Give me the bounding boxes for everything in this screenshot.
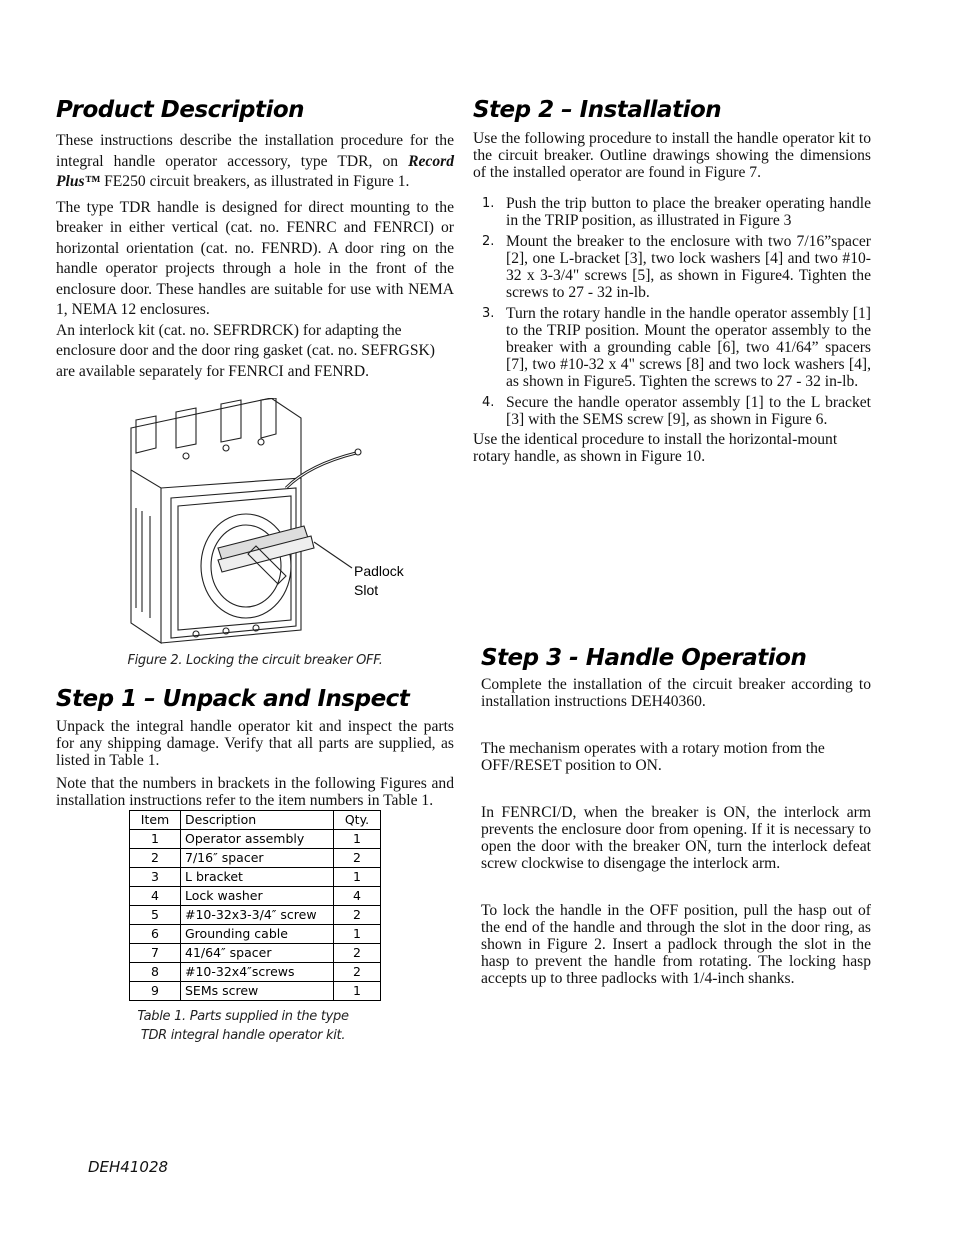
step-2-intro: Use the following procedure to install the handle operator kit to the circuit breaker. Outline drawings showing the dimensions of the installed operator are found in Figure 7.: [473, 130, 871, 181]
header-item: Item: [130, 811, 181, 830]
header-description: Description: [181, 811, 334, 830]
breaker-illustration: [56, 398, 454, 658]
step-3-section: [481, 643, 871, 987]
table-row: 4 Lock washer 4: [130, 887, 381, 906]
product-description-p2: The type TDR handle is designed for direct mounting to the breaker in either vertical (cat. no. FENRC and FENRCI) or horizontal orientation (cat. no. FENRD). A door ring on the handle operator projects through a hole in the front of the enclosure door. These handles are suitable for use with NEMA 1, NEMA 12 enclosures.: [56, 198, 454, 318]
list-item: 4. Secure the handle operator assembly [1] to the L bracket [3] with the SEMS screw [9], as shown in Figure 6.: [482, 394, 871, 428]
step-2-heading: Step 2 – Installation: [473, 97, 722, 123]
padlock-slot-callout: Padlock Slot: [354, 563, 404, 598]
table-row: 7 41/64″ spacer 2: [130, 944, 381, 963]
document-code: DEH41028: [88, 1158, 169, 1176]
table-row: 6 Grounding cable 1: [130, 925, 381, 944]
table-row: 9 SEMs screw 1: [130, 982, 381, 1001]
figure-2: [56, 398, 454, 658]
figure-2-caption: Figure 2. Locking the circuit breaker OFF.: [127, 653, 383, 668]
table-row: 1 Operator assembly 1: [130, 830, 381, 849]
parts-table-wrap: [129, 810, 454, 1001]
table-row: 2 7/16″ spacer 2: [130, 849, 381, 868]
product-description-p1: These instructions describe the installation procedure for the integral handle operator accessory, type TDR, on Record Plus™ FE250 circuit breakers, as illustrated in Figure 1.: [56, 132, 454, 190]
table-header-row: [130, 811, 381, 830]
step-3-p4: To lock the handle in the OFF position, pull the hasp out of the end of the handle and through the slot in the door ring, as shown in Figure 2. Insert a padlock through the slot in the hasp to prevent the handle from rotating. The locking hasp accepts up to three padlocks with 1/4-inch shanks.: [481, 902, 871, 987]
parts-table: [129, 810, 381, 1001]
left-column: [56, 95, 454, 1045]
header-qty: Qty.: [334, 811, 381, 830]
table-row: 8 #10-32x4″screws 2: [130, 963, 381, 982]
product-description-heading: Product Description: [56, 97, 305, 123]
list-item: 2. Mount the breaker to the enclosure with two 7/16”spacer [2], one L-bracket [3], two lock washers [4] and two #10-32 x 3-3/4" screws [5], as shown in Figure4. Tighten the screws to 27 - 32 in-lb.: [482, 233, 871, 301]
record-plus-brand: Record Plus™: [56, 152, 454, 190]
list-item: 1. Push the trip button to place the breaker operating handle in the TRIP position, as illustrated in Figure 3: [482, 195, 871, 229]
table-1-caption: Table 1. Parts supplied in the type TDR integral handle operator kit.: [137, 1009, 349, 1043]
installation-steps: [473, 195, 871, 428]
step-3-p1: Complete the installation of the circuit breaker according to installation instructions DEH40360.: [481, 676, 871, 710]
right-column: [473, 95, 871, 987]
step-1-p1: Unpack the integral handle operator kit and inspect the parts for any shipping damage. Verify that all parts are supplied, as listed in Table 1.: [56, 718, 454, 769]
step-3-p2: The mechanism operates with a rotary motion from the OFF/RESET position to ON.: [481, 740, 825, 774]
step-2-outro: Use the identical procedure to install the horizontal-mount rotary handle, as shown in Figure 10.: [473, 431, 838, 465]
step-1-p2: Note that the numbers in brackets in the following Figures and installation instructions refer to the item numbers in Table 1.: [56, 775, 454, 809]
step-3-heading: Step 3 - Handle Operation: [481, 645, 807, 671]
table-row: 3 L bracket 1: [130, 868, 381, 887]
product-description-p3: An interlock kit (cat. no. SEFRDRCK) for adapting the enclosure door and the door ring gasket (cat. no. SEFRGSK) are available separately for FENRCI and FENRD.: [56, 321, 435, 380]
table-row: 5 #10-32x3-3/4″ screw 2: [130, 906, 381, 925]
step-3-p3: In FENRCI/D, when the breaker is ON, the interlock arm prevents the enclosure door from opening. If it is necessary to open the door with the breaker ON, turn the interlock defeat screw clockwise to disengage the interlock arm.: [481, 804, 871, 872]
step-1-heading: Step 1 – Unpack and Inspect: [56, 686, 410, 712]
list-item: 3. Turn the rotary handle in the handle operator assembly [1] to the TRIP position. Mount the operator assembly to the breaker with a grounding cable [6], two 41/64” spacers [7], two #10-32 x 4" screws [8] and two lock washers [4], as shown in Figure5. Tighten the screws to 27 - 32 in-lb.: [482, 305, 871, 390]
